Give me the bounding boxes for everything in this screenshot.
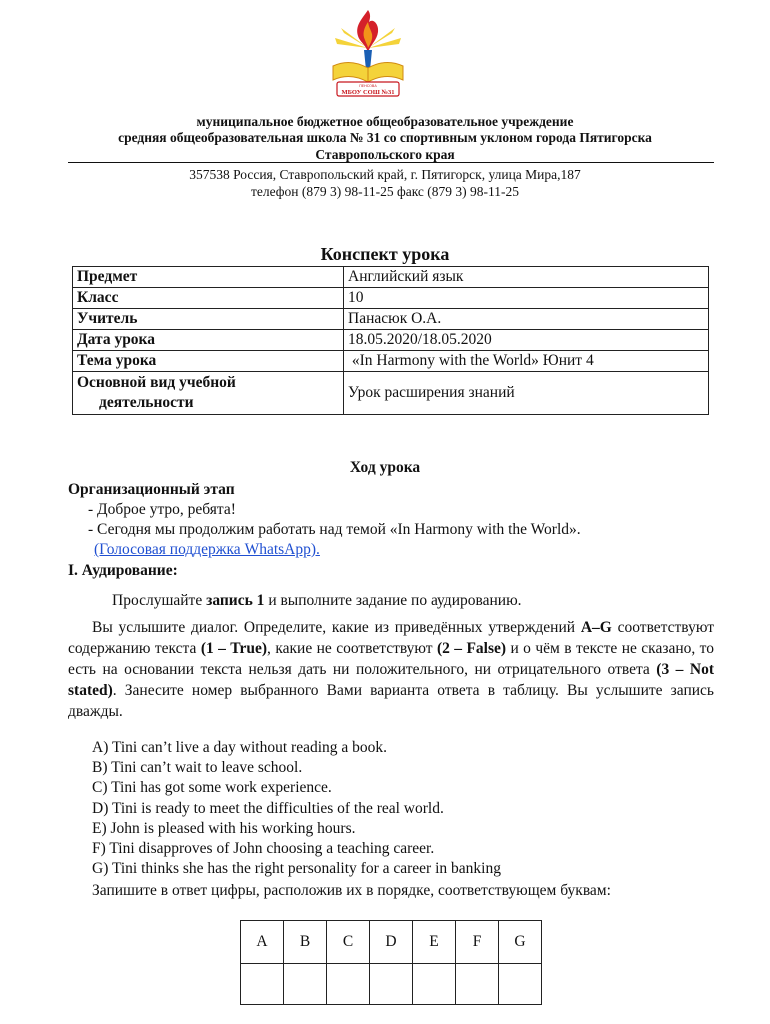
table-row xyxy=(73,288,709,309)
header-divider xyxy=(68,162,714,163)
answer-letter: D xyxy=(370,921,413,964)
answer-letter: E xyxy=(413,921,456,964)
table-row xyxy=(73,372,709,415)
list-item: F) Tini disapproves of John choosing a teaching career. xyxy=(92,840,435,858)
course-title: Ход урока xyxy=(349,459,421,476)
info-key xyxy=(73,372,344,415)
info-key: Учитель xyxy=(73,309,344,330)
answer-letter: G xyxy=(499,921,542,964)
task-text: . Занесите номер выбранного Вами варианта ответа в таблицу. Вы услышите запись дважды. xyxy=(68,682,714,720)
table-row xyxy=(241,964,542,1005)
answer-letter: B xyxy=(284,921,327,964)
listening-instruction xyxy=(112,590,712,611)
answer-cell[interactable] xyxy=(413,964,456,1005)
list-item: G) Tini thinks she has the right personality for a career in banking xyxy=(92,860,501,878)
list-item: A) Tini can’t live a day without reading a book. xyxy=(92,739,388,756)
header-line-2: средняя общеобразовательная школа № 31 со спортивным уклоном города Пятигорска xyxy=(118,130,652,145)
answer-letter: C xyxy=(327,921,370,964)
list-item: E) John is pleased with his working hours. xyxy=(92,819,356,837)
table-row xyxy=(73,309,709,330)
table-row xyxy=(73,267,709,288)
logo-school-name: МБОУ СОШ №31 xyxy=(341,89,395,96)
table-row xyxy=(73,351,709,372)
info-key: Дата урока xyxy=(73,330,344,351)
header-line-3: Ставропольского края xyxy=(315,147,455,162)
info-key: Тема урока xyxy=(73,351,344,372)
answer-cell[interactable] xyxy=(499,964,542,1005)
answer-letter: A xyxy=(241,921,284,964)
school-address: 357538 Россия, Ставропольский край, г. Пятигорск, улица Мира,187 xyxy=(189,167,581,182)
task-text: соответствуют содержанию текста xyxy=(68,619,714,657)
statements-list xyxy=(92,738,712,879)
task-bold: (3 – Not stated) xyxy=(68,661,714,699)
listening-task-paragraph xyxy=(68,617,714,722)
info-value: 10 xyxy=(344,288,709,309)
listening-title: I. Аудирование: xyxy=(68,562,178,579)
answer-instruction: Запишите в ответ цифры, расположив их в порядке, соответствующем буквам: xyxy=(92,882,611,899)
answer-cell[interactable] xyxy=(327,964,370,1005)
answer-cell[interactable] xyxy=(370,964,413,1005)
answer-cell[interactable] xyxy=(284,964,327,1005)
answer-cell[interactable] xyxy=(456,964,499,1005)
list-item: B) Tini can’t wait to leave school. xyxy=(92,759,303,777)
whatsapp-support-link[interactable]: (Голосовая поддержка WhatsApp). xyxy=(94,541,320,558)
org-stage-topic: - Сегодня мы продолжим работать над темой «In Harmony with the World». xyxy=(88,521,581,538)
list-item: D) Tini is ready to meet the difficulties of the real world. xyxy=(92,799,444,817)
school-logo xyxy=(325,8,411,100)
org-stage-title: Организационный этап xyxy=(68,481,235,498)
info-value: Английский язык xyxy=(344,267,709,288)
header-line-1: муниципальное бюджетное общеобразовательное учреждение xyxy=(196,114,574,129)
task-bold: A–G xyxy=(580,619,612,636)
answer-cell[interactable] xyxy=(241,964,284,1005)
info-value: «In Harmony with the World» Юнит 4 xyxy=(344,351,709,372)
logo-small-text: ПЕНСОВА xyxy=(359,84,377,88)
instr-bold: запись 1 xyxy=(206,592,265,609)
info-key-line1: Основной вид учебной xyxy=(77,374,236,391)
info-key: Предмет xyxy=(73,267,344,288)
instr-text: и выполните задание по аудированию. xyxy=(264,592,522,609)
info-value: Урок расширения знаний xyxy=(344,372,709,415)
school-phone: телефон (879 3) 98-11-25 факс (879 3) 98-11-25 xyxy=(250,184,520,199)
task-text: , какие не соответствуют xyxy=(267,640,437,657)
org-stage-greeting: - Доброе утро, ребята! xyxy=(88,501,236,518)
info-value: Панасюк О.А. xyxy=(344,309,709,330)
task-text: и о чём в тексте не сказано, то есть на основании текста нельзя дать ни положительного, ни отрицательного ответа xyxy=(68,640,714,678)
info-key: Класс xyxy=(73,288,344,309)
table-row xyxy=(73,330,709,351)
task-bold: (2 – False) xyxy=(436,640,507,657)
task-text: Вы услышите диалог. Определите, какие из приведённых утверждений xyxy=(92,619,581,636)
info-key-line2: деятельности xyxy=(99,394,194,411)
lesson-title: Конспект урока xyxy=(320,244,450,264)
info-value: 18.05.2020/18.05.2020 xyxy=(344,330,709,351)
lesson-info-table xyxy=(72,266,709,415)
answer-table xyxy=(240,920,542,1005)
list-item: C) Tini has got some work experience. xyxy=(92,779,332,797)
table-row xyxy=(241,921,542,964)
whatsapp-support-link-wrap xyxy=(94,539,494,560)
task-bold: (1 – True) xyxy=(200,640,268,657)
school-torch-book-logo-icon xyxy=(325,8,411,100)
answer-letter: F xyxy=(456,921,499,964)
instr-text: Прослушайте xyxy=(112,592,207,609)
